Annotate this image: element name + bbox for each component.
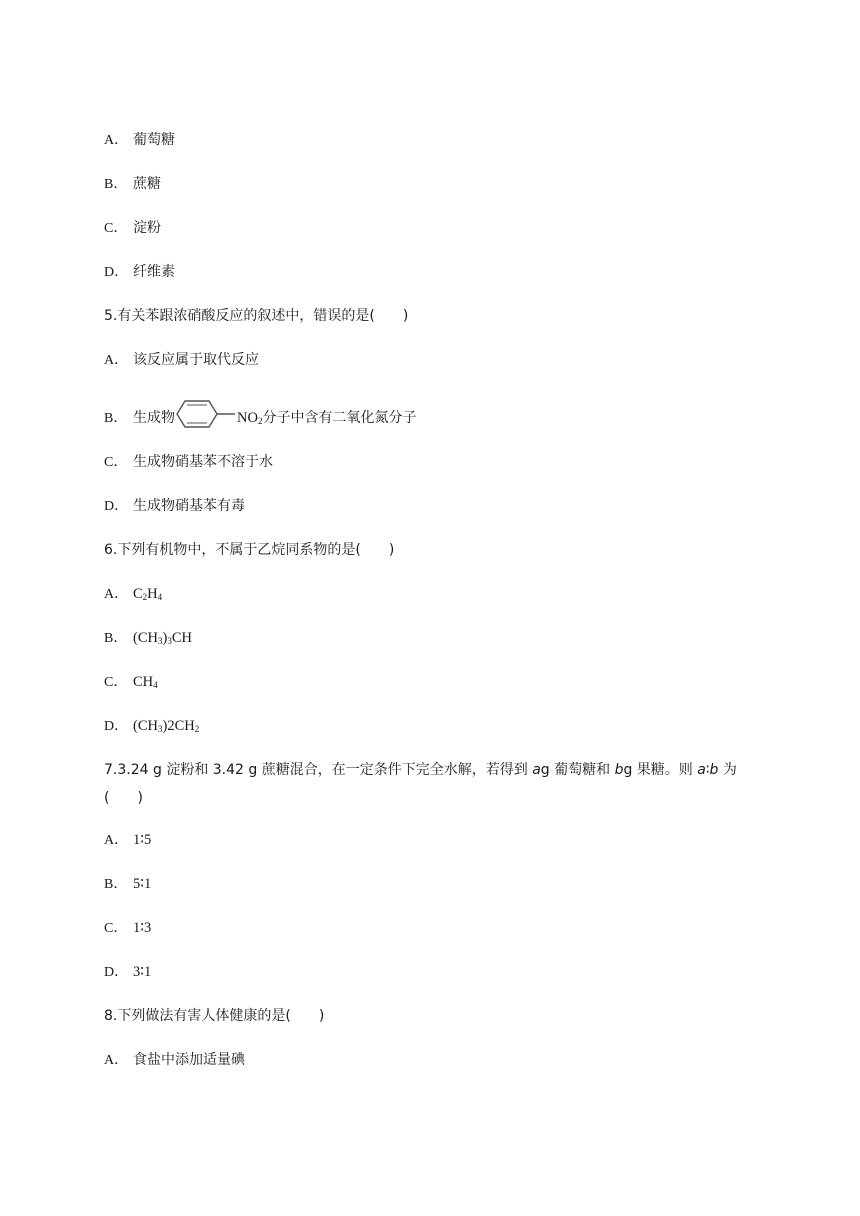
formula-ch4: $CH_4$ [133, 674, 158, 690]
question-paren-close: ) [402, 308, 409, 324]
ratio-separator: ∶ [705, 762, 710, 778]
q6-option-c [104, 672, 158, 693]
question-paren-open: ( [104, 790, 110, 806]
q5-option-b [104, 400, 416, 436]
question-text-part3: g 果糖。则 [623, 762, 698, 778]
formula-ch3-2ch2: $(CH_3)2CH_2$ [133, 718, 200, 734]
option-text: 3∶1 [133, 964, 152, 980]
question-paren-close: ) [318, 1008, 325, 1024]
question-text: 8.下列做法有害人体健康的是( [104, 1008, 291, 1024]
variable-a: a [532, 762, 541, 778]
q4-option-a [104, 130, 175, 151]
option-text: 葡萄糖 [133, 132, 175, 148]
question-text: 6.下列有机物中，不属于乙烷同系物的是( [104, 542, 361, 558]
option-letter: D． [104, 265, 129, 280]
option-letter: B． [104, 177, 128, 192]
q6-option-d [104, 716, 199, 737]
option-letter: C． [104, 221, 128, 236]
option-letter: C． [104, 455, 128, 470]
q5-option-a [104, 350, 259, 371]
option-text: 淀粉 [133, 220, 161, 236]
option-letter: A． [104, 587, 129, 602]
q5-stem [104, 306, 408, 326]
option-text: 纤维素 [133, 264, 175, 280]
option-letter: B． [104, 631, 128, 646]
formula-c2h4: $C_2H_4$ [133, 586, 163, 602]
option-letter: D． [104, 719, 129, 734]
option-text-prefix: 生成物 [133, 410, 175, 426]
option-letter: C． [104, 675, 128, 690]
option-text: 该反应属于取代反应 [133, 352, 259, 368]
nitrobenzene-structure [175, 399, 237, 435]
q6-option-b [104, 628, 192, 649]
option-text: 蔗糖 [133, 176, 161, 192]
question-paren-close: ) [137, 790, 143, 806]
q7-stem-line2 [104, 788, 143, 808]
nitro-subscript: 2 [257, 416, 263, 426]
q7-option-b [104, 874, 151, 895]
q5-option-d [104, 496, 245, 517]
question-text: 5.有关苯跟浓硝酸反应的叙述中，错误的是( [104, 308, 375, 324]
option-letter: A． [104, 133, 129, 148]
variable-b: b [614, 762, 624, 778]
ratio-a: a [697, 762, 706, 778]
q7-option-d [104, 962, 151, 983]
q7-option-c [104, 918, 151, 939]
option-letter: B． [104, 877, 128, 892]
option-text: 食盐中添加适量碘 [133, 1052, 245, 1068]
option-letter: D． [104, 965, 129, 980]
q6-option-a [104, 584, 162, 605]
nitro-group-text: NO [237, 410, 258, 426]
option-letter: D． [104, 499, 129, 514]
option-letter: B． [104, 411, 128, 426]
option-letter: A． [104, 1053, 129, 1068]
q8-stem [104, 1006, 324, 1026]
question-text-part4: 为 [718, 762, 737, 778]
option-text: 1∶5 [133, 832, 152, 848]
ratio-b: b [709, 762, 719, 778]
question-text-part1: 7.3.24 g 淀粉和 3.42 g 蔗糖混合，在一定条件下完全水解，若得到 [104, 762, 533, 778]
q5-option-c [104, 452, 273, 473]
option-letter: A． [104, 833, 129, 848]
q8-option-a [104, 1050, 245, 1071]
option-letter: C． [104, 921, 128, 936]
option-text: 生成物硝基苯有毒 [133, 498, 245, 514]
q4-option-d [104, 262, 175, 283]
question-paren-close: ) [388, 542, 395, 558]
option-letter: A． [104, 353, 129, 368]
q7-option-a [104, 830, 151, 851]
q6-stem [104, 540, 394, 560]
q4-option-c [104, 218, 161, 239]
option-text: 5∶1 [133, 876, 152, 892]
option-text: 生成物硝基苯不溶于水 [133, 454, 273, 470]
option-text-suffix: 分子中含有二氧化氮分子 [262, 410, 417, 426]
nitro-group [237, 410, 262, 426]
q7-stem [104, 760, 737, 780]
formula-ch3-3ch: $(CH_3)_3CH$ [133, 630, 192, 646]
question-text-part2: g 葡萄糖和 [540, 762, 615, 778]
benzene-ring-icon [175, 399, 237, 429]
q4-option-b [104, 174, 161, 195]
option-text: 1∶3 [133, 920, 152, 936]
